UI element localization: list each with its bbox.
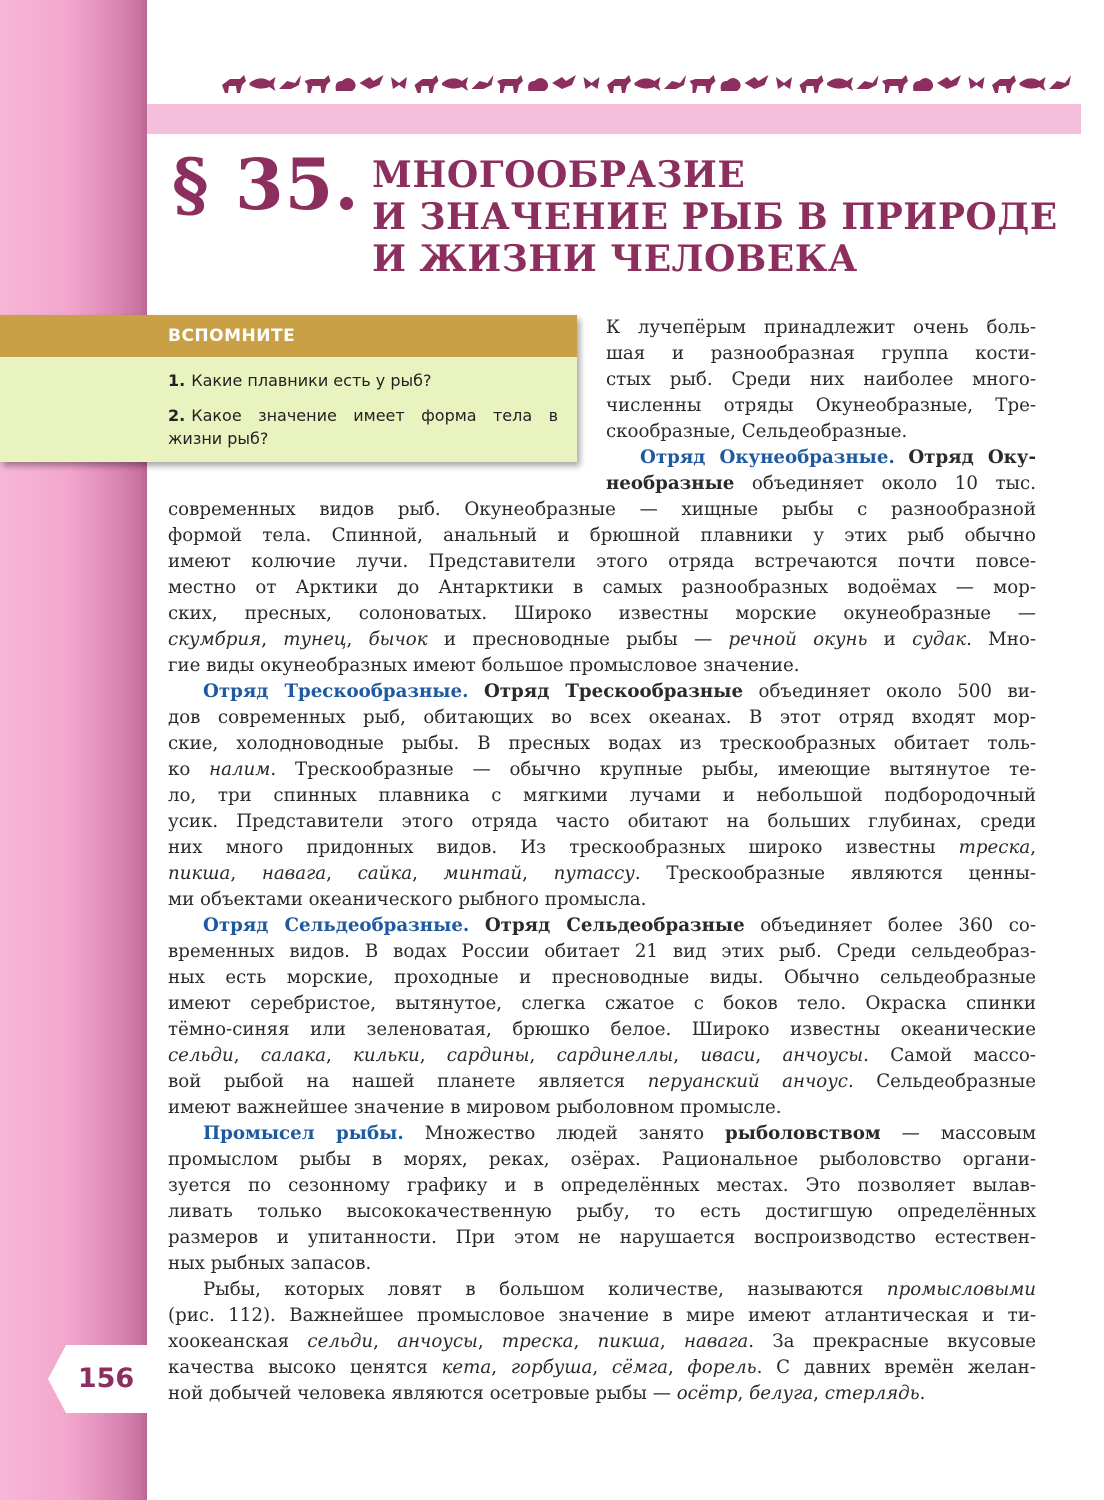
text-span: , bbox=[412, 863, 444, 884]
species-name: речной окунь bbox=[728, 629, 868, 650]
text-span: , bbox=[326, 863, 358, 884]
recall-box bbox=[0, 315, 577, 462]
page-title bbox=[372, 154, 1072, 280]
text-line: скообразные, Сельдеобразные. bbox=[606, 421, 908, 442]
species-name: тунец bbox=[283, 629, 347, 650]
text-span: . За прекрасные вкусовые bbox=[748, 1331, 1036, 1352]
species-name: судак bbox=[912, 629, 967, 650]
text-span: , bbox=[373, 1331, 398, 1352]
animal-icon bbox=[800, 75, 824, 93]
species-name: сардинеллы bbox=[556, 1045, 674, 1066]
text-span: объединяет около 10 тыс. bbox=[734, 473, 1036, 494]
text-line: размеров и упитанности. При этом не нарушается воспроизводство естествен- bbox=[168, 1227, 1036, 1248]
animal-icon bbox=[250, 77, 276, 91]
text-span: , bbox=[477, 1331, 502, 1352]
text-span: , bbox=[659, 1331, 684, 1352]
text-span: и пресноводные рыбы — bbox=[427, 629, 729, 650]
species-name: навага bbox=[683, 1331, 749, 1352]
animal-icon bbox=[745, 75, 769, 89]
text-line: ных есть морские, проходные и пресноводные виды. Обычно сельдеобразные bbox=[168, 967, 1036, 988]
text-line bbox=[168, 1381, 1036, 1407]
text-line: местно от Арктики до Антарктики в самых разнообразных водоёмах — мор- bbox=[168, 577, 1036, 598]
animal-icon bbox=[1020, 77, 1046, 91]
animal-icon bbox=[664, 75, 686, 89]
text-line: формой тела. Спинной, анальный и брюшной плавники у этих рыб обычно bbox=[168, 525, 1036, 546]
text-line: ных рыбных запасов. bbox=[168, 1253, 372, 1274]
text-span: , bbox=[673, 1045, 701, 1066]
text-line: шая и разнообразная группа кости- bbox=[606, 343, 1036, 364]
species-name: сёмга bbox=[611, 1357, 668, 1378]
text-span: . Самой массо- bbox=[863, 1045, 1036, 1066]
animal-silhouettes-border bbox=[222, 70, 1080, 98]
text-line bbox=[168, 1355, 1036, 1381]
animal-icon bbox=[857, 75, 879, 89]
text-span: вой рыбой на нашей планете является bbox=[168, 1071, 648, 1092]
text-line bbox=[640, 445, 1036, 471]
species-name: перуанский анчоус bbox=[647, 1071, 848, 1092]
text-span: , bbox=[233, 1045, 261, 1066]
animal-icon bbox=[528, 78, 548, 91]
text-line: стых рыб. Среди них наиболее много- bbox=[606, 369, 1036, 390]
title-line: И ЖИЗНИ ЧЕЛОВЕКА bbox=[372, 238, 858, 280]
text-span: . Мно- bbox=[966, 629, 1036, 650]
recall-questions bbox=[0, 357, 577, 462]
text-line bbox=[606, 471, 1036, 497]
title-line: И ЗНАЧЕНИЕ РЫБ В ПРИРОДЕ bbox=[372, 196, 1058, 238]
text-line bbox=[168, 1329, 1036, 1355]
text-line: К лучепёрым принадлежит очень боль- bbox=[606, 317, 1036, 338]
section-number: § 35. bbox=[172, 143, 360, 226]
question-number: 2. bbox=[168, 406, 186, 425]
fishing-heading: Промысел рыбы. bbox=[203, 1123, 404, 1144]
animal-icon bbox=[937, 75, 961, 89]
species-name: сайка bbox=[357, 863, 413, 884]
text-line: усик. Представители этого отряда часто обитают на больших глубинах, среди bbox=[168, 811, 1036, 832]
text-span: , bbox=[737, 1383, 750, 1404]
species-name: кильки bbox=[353, 1045, 420, 1066]
text-line: зуется по сезонному графику и в определённых местах. Это позволяет вылав- bbox=[168, 1175, 1036, 1196]
text-span: ной добычей человека являются осетровые рыбы — bbox=[168, 1383, 677, 1404]
animal-icon bbox=[635, 77, 661, 91]
species-name: сельди bbox=[168, 1045, 234, 1066]
text-span: . bbox=[919, 1383, 926, 1404]
animal-icon bbox=[336, 78, 356, 91]
text-span: , bbox=[346, 629, 369, 650]
species-name: горбуша bbox=[510, 1357, 593, 1378]
text-span: — массовым bbox=[880, 1123, 1036, 1144]
species-name: анчоусы bbox=[782, 1045, 864, 1066]
species-name: пикша bbox=[597, 1331, 660, 1352]
text-line bbox=[203, 913, 1036, 939]
text-span: хоокеанская bbox=[168, 1331, 308, 1352]
term-italic: промысловыми bbox=[886, 1279, 1036, 1300]
species-name: анчоусы bbox=[397, 1331, 478, 1352]
cod-term: Отряд Трескообразные bbox=[483, 681, 744, 702]
text-line: имеют колючие лучи. Представители этого отряда встречаются почти повсе- bbox=[168, 551, 1036, 572]
text-span: Рыбы, которых ловят в большом количестве, называются bbox=[203, 1279, 887, 1300]
species-name: бычок bbox=[368, 629, 428, 650]
species-name: минтай bbox=[443, 863, 523, 884]
fishing-term: рыболовством bbox=[725, 1123, 881, 1144]
left-decorative-band bbox=[0, 0, 147, 1500]
species-name: форель bbox=[687, 1357, 757, 1378]
text-line: тёмно-синяя или зеленоватая, брюшко белое. Широко известны океанические bbox=[168, 1019, 1036, 1040]
animal-icon bbox=[607, 75, 631, 93]
text-line: имеют серебристое, вытянутое, слегка сжатое с боков тело. Окраска спинки bbox=[168, 993, 1036, 1014]
perch-term: необразные bbox=[606, 473, 735, 494]
text-span: ко bbox=[168, 759, 210, 780]
text-span: , bbox=[325, 1045, 354, 1066]
animal-icon bbox=[827, 77, 853, 91]
species-name: сельди bbox=[307, 1331, 374, 1352]
text-span: , bbox=[230, 863, 262, 884]
text-line bbox=[168, 757, 1036, 783]
text-line: имеют важнейшее значение в мировом рыболовном промысле. bbox=[168, 1097, 782, 1118]
cod-heading: Отряд Трескообразные. bbox=[203, 681, 469, 702]
herring-term: Отряд Сельдеобразные bbox=[484, 915, 745, 936]
animal-icon bbox=[497, 75, 523, 93]
question-item bbox=[168, 404, 558, 450]
text-span: , bbox=[529, 1045, 557, 1066]
animal-icon bbox=[882, 75, 908, 93]
species-name: скумбрия bbox=[168, 629, 262, 650]
animal-icon bbox=[360, 75, 384, 89]
text-span: , bbox=[522, 863, 554, 884]
text-line: (рис. 112). Важнейшее промысловое значение в мире имеют атлантическая и ти- bbox=[168, 1305, 1036, 1326]
text-span: и bbox=[867, 629, 913, 650]
text-span: объединяет более 360 со- bbox=[744, 915, 1036, 936]
animal-icon bbox=[305, 75, 331, 93]
page-number: 156 bbox=[77, 1363, 135, 1394]
text-span: , bbox=[491, 1357, 511, 1378]
text-span: , bbox=[592, 1357, 612, 1378]
text-line: промыслом рыбы в морях, реках, озёрах. Рациональное рыболовство органи- bbox=[168, 1149, 1036, 1170]
question-text: Какие плавники есть у рыб? bbox=[191, 371, 432, 390]
text-span: , bbox=[667, 1357, 688, 1378]
text-span: , bbox=[755, 1045, 783, 1066]
animal-icon bbox=[415, 75, 439, 93]
text-span: , bbox=[813, 1383, 825, 1404]
perch-term: Отряд Оку- bbox=[908, 447, 1036, 468]
text-span: , bbox=[261, 629, 284, 650]
animal-icon bbox=[391, 77, 407, 89]
text-line: дов современных рыб, обитающих во всех океанах. В этот отряд входят мор- bbox=[168, 707, 1036, 728]
text-span: них много придонных видов. Из трескообразных широко известны bbox=[168, 837, 959, 858]
text-line: численны отряды Окунеобразные, Тре- bbox=[606, 395, 1036, 416]
text-span: объединяет около 500 ви- bbox=[743, 681, 1036, 702]
question-number: 1. bbox=[168, 371, 186, 390]
text-line: современных видов рыб. Окунеобразные — хищные рыбы с разнообразной bbox=[168, 499, 1036, 520]
text-line: гие виды окунеобразных имеют большое промысловое значение. bbox=[168, 655, 800, 676]
species-name: сардины bbox=[446, 1045, 530, 1066]
text-line: ло, три спинных плавника с мягкими лучами и небольшой подбородочный bbox=[168, 785, 1036, 806]
text-span: . С давних времён желан- bbox=[756, 1357, 1036, 1378]
text-line bbox=[168, 1043, 1036, 1069]
animal-icon bbox=[442, 77, 468, 91]
text-span: , bbox=[1030, 837, 1036, 858]
animal-icon bbox=[552, 75, 576, 89]
animal-icon bbox=[472, 75, 494, 89]
animal-icon bbox=[969, 77, 985, 89]
animal-icon bbox=[279, 75, 301, 89]
text-line: ские, холодноводные рыбы. В пресных водах из трескообразных обитает толь- bbox=[168, 733, 1036, 754]
species-name: белуга bbox=[749, 1383, 814, 1404]
text-line bbox=[168, 835, 1036, 861]
species-name: осётр bbox=[676, 1383, 738, 1404]
species-name: навага bbox=[261, 863, 327, 884]
species-name: кета bbox=[441, 1357, 492, 1378]
animal-icon bbox=[913, 78, 933, 91]
animal-icon bbox=[222, 75, 246, 93]
text-span: Множество людей занято bbox=[403, 1123, 725, 1144]
text-line bbox=[168, 861, 1036, 887]
text-line: временных видов. В водах России обитает 21 вид этих рыб. Среди сельдеобраз- bbox=[168, 941, 1036, 962]
text-span: качества высоко ценятся bbox=[168, 1357, 442, 1378]
species-name: путассу bbox=[553, 863, 635, 884]
text-line bbox=[203, 1277, 1036, 1303]
animal-icon bbox=[776, 77, 792, 89]
question-item bbox=[168, 369, 558, 392]
species-name: налим bbox=[209, 759, 271, 780]
species-name: салака bbox=[260, 1045, 326, 1066]
text-span: . Сельдеобразные bbox=[847, 1071, 1036, 1092]
animal-icon bbox=[1049, 75, 1071, 89]
animal-icon bbox=[690, 75, 716, 93]
title-line: МНОГООБРАЗИЕ bbox=[372, 154, 746, 196]
perch-heading: Отряд Окунеобразные. bbox=[640, 447, 895, 468]
species-name: треска bbox=[958, 837, 1031, 858]
animal-icon bbox=[992, 75, 1016, 93]
species-name: иваси bbox=[700, 1045, 756, 1066]
text-line: ми объектами океанического рыбного промысла. bbox=[168, 889, 647, 910]
species-name: стерлядь bbox=[824, 1383, 920, 1404]
text-line bbox=[203, 1121, 1036, 1147]
text-line bbox=[203, 679, 1036, 705]
question-text: Какое значение имеет форма тела в жизни рыб? bbox=[168, 406, 558, 448]
species-name: треска bbox=[501, 1331, 574, 1352]
text-line: ских, пресных, солоноватых. Широко известны морские окунеобразные — bbox=[168, 603, 1036, 624]
text-line: ливать только высококачественную рыбу, то есть достигшую определённых bbox=[168, 1201, 1036, 1222]
text-span: . Трескообразные — обычно крупные рыбы, имеющие вытянутое те- bbox=[270, 759, 1036, 780]
text-span: , bbox=[573, 1331, 598, 1352]
recall-heading: ВСПОМНИТЕ bbox=[0, 315, 577, 357]
text-span: . Трескообразные являются ценны- bbox=[634, 863, 1036, 884]
text-span: , bbox=[419, 1045, 447, 1066]
animal-icon bbox=[721, 78, 741, 91]
species-name: пикша bbox=[168, 863, 231, 884]
animal-icon bbox=[584, 77, 600, 89]
text-line bbox=[168, 1069, 1036, 1095]
header-stripe bbox=[147, 104, 1081, 134]
herring-heading: Отряд Сельдеобразные. bbox=[203, 915, 470, 936]
text-line bbox=[168, 627, 1036, 653]
